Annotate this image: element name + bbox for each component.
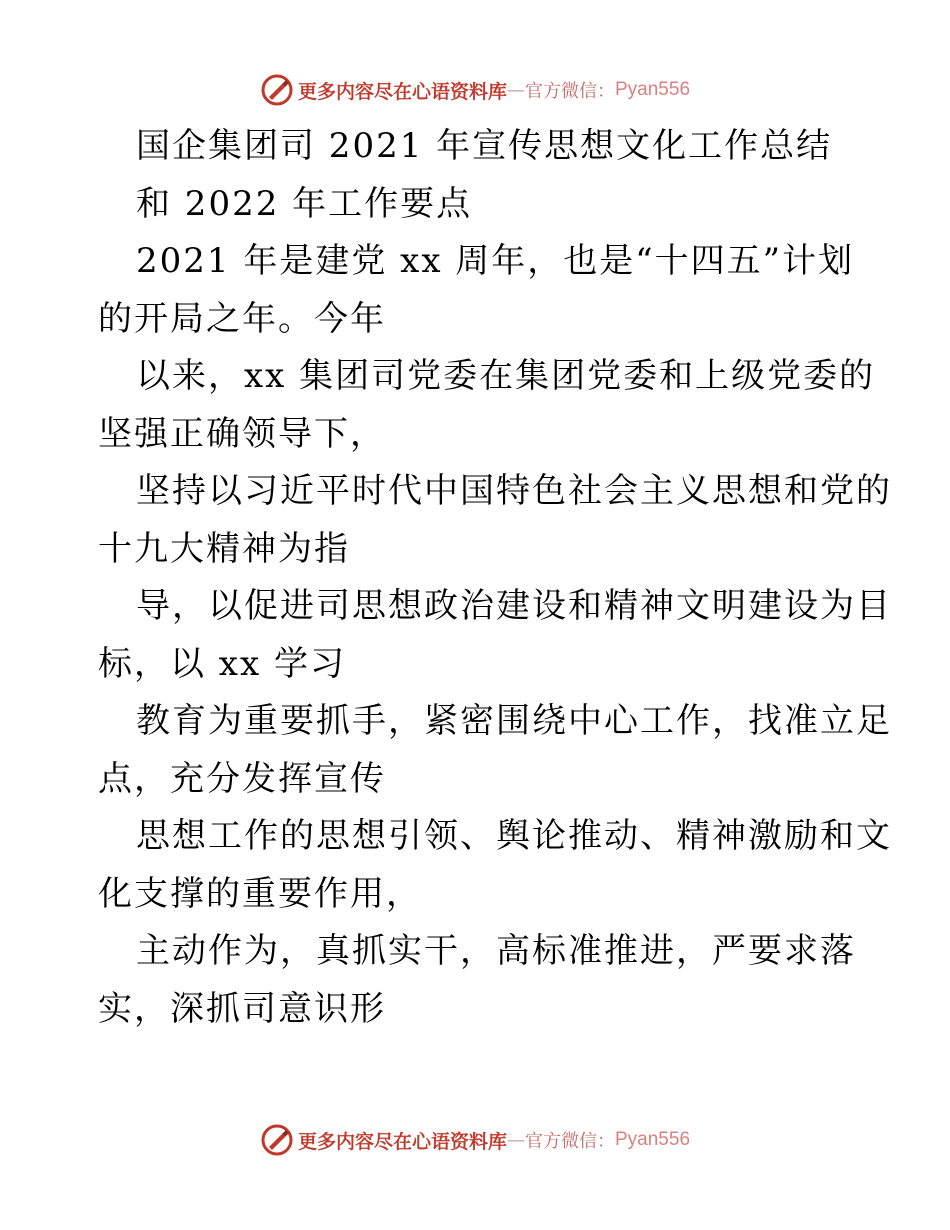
pen-seal-logo-icon [260,73,294,107]
doc-paragraph-line: 以来，xx 集团司党委在集团党委和上级党委的 [136,356,876,396]
doc-paragraph-line: 实，深抓司意识形 [98,988,386,1029]
footer-watermark [0,1120,950,1160]
doc-paragraph-line: 十九大精神为指 [98,528,350,569]
pen-seal-logo-icon [260,1123,294,1157]
doc-paragraph-line: 坚持以习近平时代中国特色社会主义思想和党的 [136,471,892,511]
doc-paragraph-line: 导，以促进司思想政治建设和精神文明建设为目 [136,586,892,626]
watermark-wechat-label: 官方微信： [525,81,615,102]
header-watermark [0,70,950,110]
watermark-wechat-id: Pyan556 [615,79,691,100]
doc-paragraph-line: 点，充分发挥宣传 [98,758,386,799]
doc-paragraph-line: 主动作为，真抓实干，高标准推进，严要求落 [136,931,856,971]
doc-paragraph-line: 标，以 xx 学习 [98,643,346,684]
watermark-wechat-id: Pyan556 [615,1129,691,1150]
watermark-separator: — [507,79,525,101]
doc-paragraph-line: 思想工作的思想引领、舆论推动、精神激励和文 [136,816,892,856]
doc-title-line-2: 和 2022 年工作要点 [136,183,473,224]
watermark-brand: 更多内容尽在心语资料库 [297,80,507,103]
doc-paragraph-line: 2021 年是建党 xx 周年，也是“十四五”计划 [136,241,855,281]
watermark-separator: — [507,1129,525,1151]
doc-paragraph-line: 教育为重要抓手，紧密围绕中心工作，找准立足 [136,701,892,741]
doc-title-line-1: 国企集团司 2021 年宣传思想文化工作总结 [136,126,833,166]
doc-paragraph-line: 化支撑的重要作用， [98,873,422,914]
watermark-brand: 更多内容尽在心语资料库 [297,1130,507,1153]
document-body [98,118,892,1038]
watermark-wechat-label: 官方微信： [525,1131,615,1152]
doc-paragraph-line: 坚强正确领导下， [98,413,386,454]
doc-paragraph-line: 的开局之年。今年 [98,298,386,339]
